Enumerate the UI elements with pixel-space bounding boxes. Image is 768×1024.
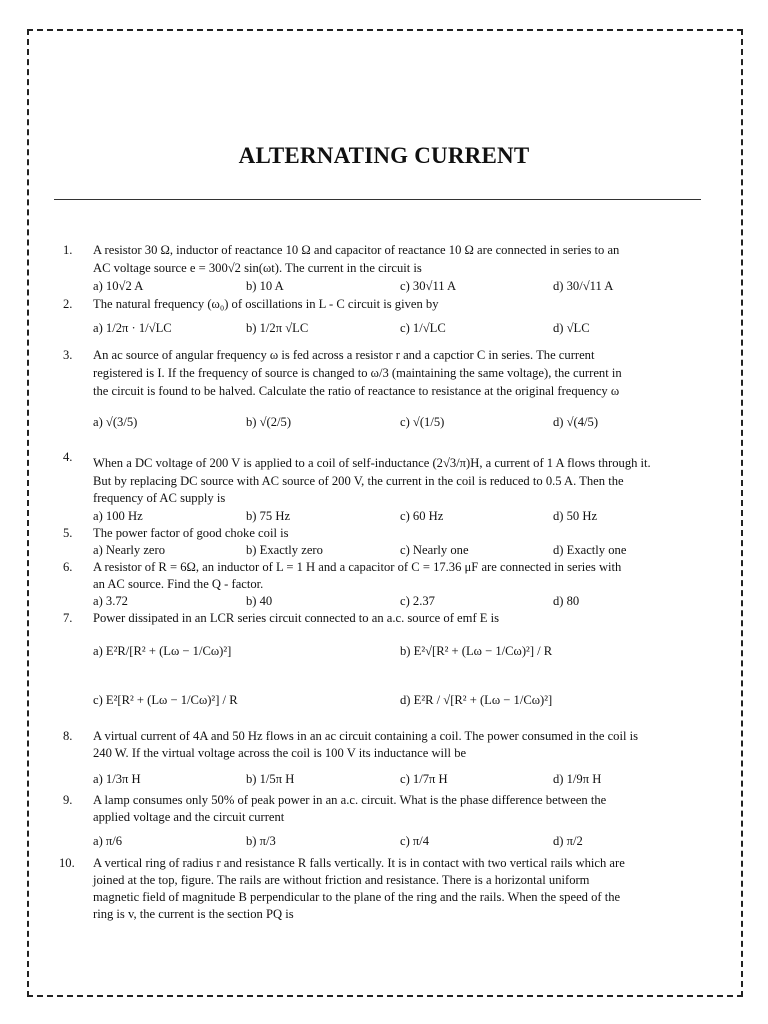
question-number: 4. — [63, 450, 73, 464]
option-b: b) E²√[R² + (Lω − 1/Cω)²] / R — [400, 644, 553, 658]
option-a: a) √(3/5) — [93, 415, 138, 429]
question-text: ring is v, the current is the section PQ is — [93, 907, 294, 921]
question-text: frequency of AC supply is — [93, 491, 226, 505]
option-c: c) 30√11 A — [400, 279, 457, 293]
question-text: Power dissipated in an LCR series circuit connected to an a.c. source of emf E is — [93, 611, 500, 625]
question-text: A vertical ring of radius r and resistance R falls vertically. It is in contact with two vertical rails which are — [93, 856, 625, 870]
option-d: d) √(4/5) — [553, 415, 599, 429]
title-divider — [54, 199, 701, 200]
option-a: a) 1/3π H — [93, 772, 141, 786]
option-d: d) √LC — [553, 321, 590, 335]
question-text: A virtual current of 4A and 50 Hz flows in an ac circuit containing a coil. The power consumed in the coil is — [93, 729, 638, 743]
option-a: a) 100 Hz — [93, 509, 143, 523]
question-text: The power factor of good choke coil is — [93, 526, 289, 540]
option-c: c) E²[R² + (Lω − 1/Cω)²] / R — [93, 693, 238, 707]
option-d: d) 50 Hz — [553, 509, 598, 523]
question-text: magnetic field of magnitude B perpendicular to the plane of the ring and the rails. When the speed of the — [93, 890, 621, 904]
option-c: c) π/4 — [400, 834, 430, 848]
question-number: 7. — [63, 611, 73, 625]
option-d: d) E²R / √[R² + (Lω − 1/Cω)²] — [400, 693, 553, 707]
question-number: 9. — [63, 793, 73, 807]
question-text: joined at the top, figure. The rails are without friction and resistance. There is a horizontal uniform — [93, 873, 590, 887]
option-d: d) 80 — [553, 594, 580, 608]
question-text: But by replacing DC source with AC source of 200 V, the current in the coil is reduced to 0.5 A. Then the — [93, 474, 624, 488]
option-b: b) π/3 — [246, 834, 276, 848]
option-a: a) 3.72 — [93, 594, 128, 608]
question-text: applied voltage and the circuit current — [93, 810, 285, 824]
question-number: 1. — [63, 243, 73, 257]
question-number: 10. — [59, 856, 75, 870]
question-number: 6. — [63, 560, 73, 574]
option-b: b) √(2/5) — [246, 415, 292, 429]
option-c: c) Nearly one — [400, 543, 469, 557]
option-d: d) 1/9π H — [553, 772, 602, 786]
question-number: 8. — [63, 729, 73, 743]
option-b: b) 40 — [246, 594, 273, 608]
option-b: b) 10 A — [246, 279, 284, 293]
option-d: d) Exactly one — [553, 543, 627, 557]
option-d: d) 30/√11 A — [553, 279, 614, 293]
option-c: c) 60 Hz — [400, 509, 444, 523]
question-text: 240 W. If the virtual voltage across the coil is 100 V its inductance will be — [93, 746, 467, 760]
question-number: 2. — [63, 297, 73, 311]
question-text: The natural frequency (ω₀) of oscillations in L - C circuit is given by — [93, 297, 439, 311]
option-a: a) π/6 — [93, 834, 123, 848]
question-text: the circuit is found to be halved. Calculate the ratio of reactance to resistance at the original frequency ω — [93, 384, 620, 398]
option-d: d) π/2 — [553, 834, 583, 848]
option-c: c) 2.37 — [400, 594, 435, 608]
option-c: c) √(1/5) — [400, 415, 445, 429]
question-number: 5. — [63, 526, 73, 540]
option-c: c) 1/√LC — [400, 321, 446, 335]
option-b: b) 1/5π H — [246, 772, 295, 786]
question-text: A resistor 30 Ω, inductor of reactance 10 Ω and capacitor of reactance 10 Ω are connected in series to an — [93, 243, 620, 257]
option-c: c) 1/7π H — [400, 772, 448, 786]
question-text: AC voltage source e = 300√2 sin(ωt). The current in the circuit is — [93, 261, 422, 275]
question-number: 3. — [63, 348, 73, 362]
question-text: A lamp consumes only 50% of peak power in an a.c. circuit. What is the phase difference between the — [93, 793, 607, 807]
option-a: a) E²R/[R² + (Lω − 1/Cω)²] — [93, 644, 232, 658]
question-text: An ac source of angular frequency ω is fed across a resistor r and a capctior C in series. The current — [93, 348, 595, 362]
option-b: b) 75 Hz — [246, 509, 291, 523]
option-a: a) 1/2π · 1/√LC — [93, 321, 172, 335]
question-text: When a DC voltage of 200 V is applied to a coil of self-inductance (2√3/π)H, a current of 1 A flows through it. — [93, 456, 651, 470]
option-a: a) Nearly zero — [93, 543, 166, 557]
question-text: registered is I. If the frequency of source is changed to ω/3 (maintaining the same voltage), the current in — [93, 366, 622, 380]
option-b: b) Exactly zero — [246, 543, 323, 557]
question-text: an AC source. Find the Q - factor. — [93, 577, 264, 591]
question-text: A resistor of R = 6Ω, an inductor of L = 1 H and a capacitor of C = 17.36 μF are connected in series with — [93, 560, 622, 574]
option-b: b) 1/2π √LC — [246, 321, 309, 335]
page-title: ALTERNATING CURRENT — [238, 143, 530, 168]
option-a: a) 10√2 A — [93, 279, 144, 293]
